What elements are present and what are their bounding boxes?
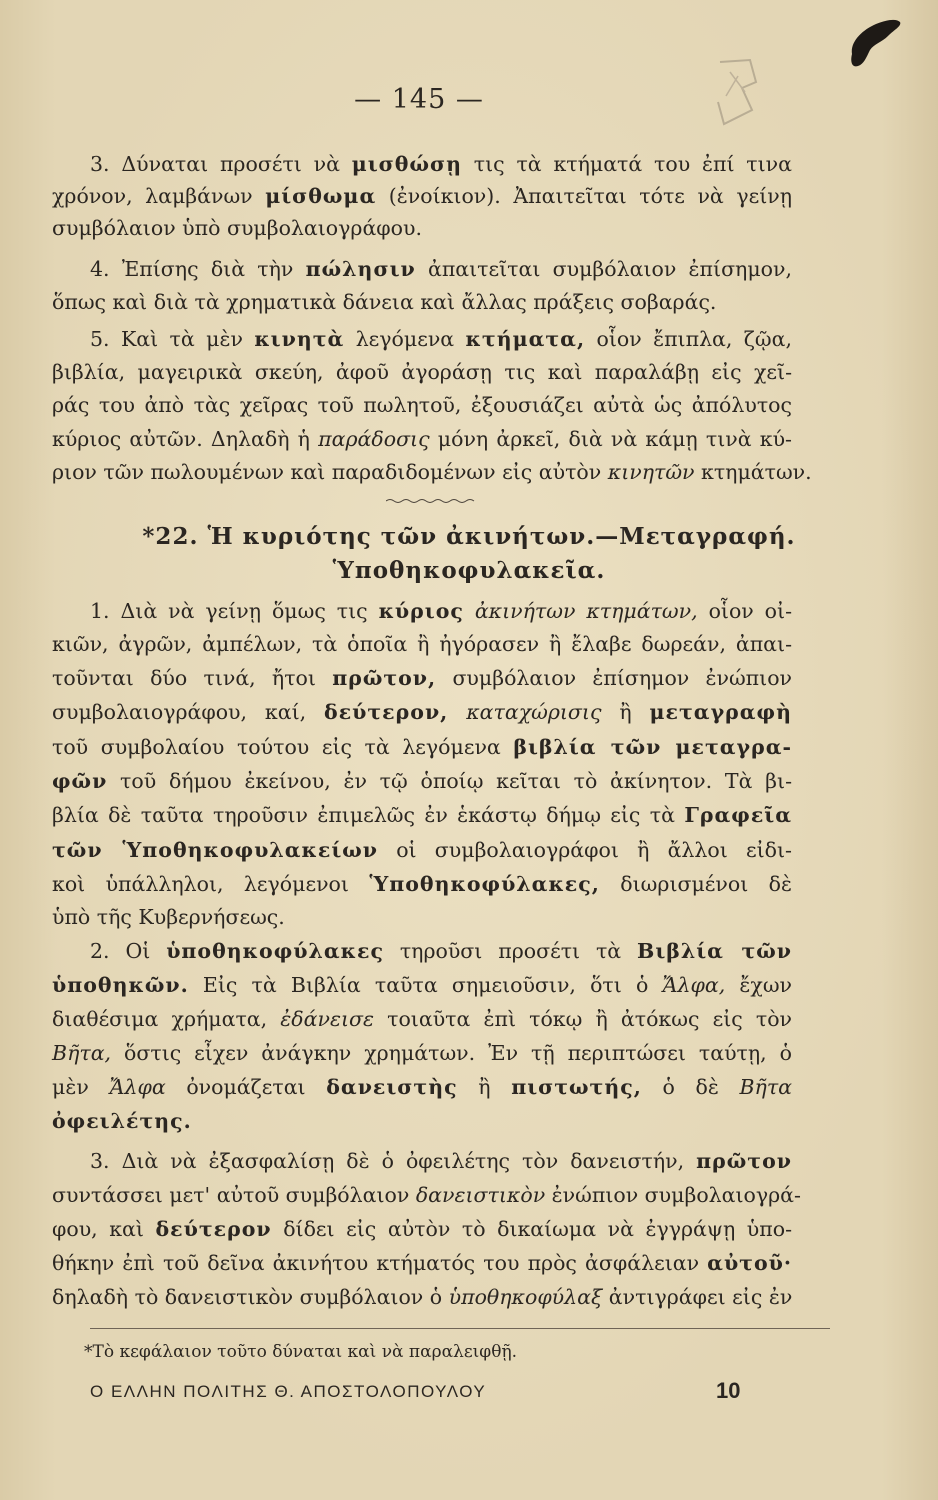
text-run: κιῶν, ἀγρῶν, ἀμπέλων, τὰ ὁποῖα ἢ ἠγόρασεν ἢ ἔλαβε δωρεάν, ἀπαι-: [52, 632, 792, 656]
text-line: [52, 458, 812, 486]
text-line: [52, 1215, 792, 1243]
text-line: [52, 214, 792, 242]
text-run: 3. Δύναται προσέτι νὰ: [90, 152, 352, 176]
footnote: *Τὸ κεφάλαιον τοῦτο δύναται καὶ νὰ παραλειφθῇ.: [84, 1342, 518, 1362]
bold-term: κινητὰ: [254, 327, 345, 351]
bold-term: Γραφεῖα: [684, 803, 792, 827]
text-line: [52, 1107, 792, 1135]
text-run: διωρισμένοι δὲ: [599, 872, 792, 896]
text-run: 1. Διὰ νὰ γείνῃ ὅμως τις: [90, 599, 379, 623]
italic-term: ὑποθηκοφύλαξ: [448, 1285, 603, 1309]
bold-term: πώλησιν: [305, 257, 416, 281]
text-run: κοὶ ὑπάλληλοι, λεγόμενοι: [52, 872, 370, 896]
text-line: [52, 1039, 792, 1067]
text-run: 3. Διὰ νὰ ἐξασφαλίσῃ δὲ ὁ ὀφειλέτης τὸν δανειστήν,: [90, 1149, 697, 1173]
text-run: ἢ: [457, 1075, 512, 1099]
text-run: τοῦ συμβολαίου τούτου εἰς τὰ λεγόμενα: [52, 735, 514, 759]
bold-term: αὐτοῦ·: [707, 1251, 792, 1275]
text-line: [90, 597, 792, 625]
section-heading: *22. Ἡ κυριότης τῶν ἀκινήτων.—Μεταγραφή.: [142, 523, 796, 550]
text-run: ὁ δὲ: [641, 1075, 740, 1099]
bold-term: Ὑποθηκοφύλακες,: [369, 872, 600, 896]
text-run: δίδει εἰς αὐτὸν τὸ δικαίωμα νὰ ἐγγράψῃ ὑπο-: [271, 1217, 793, 1241]
italic-term: ἐδάνεισε: [280, 1007, 374, 1031]
text-run: βλία δὲ ταῦτα τηροῦσιν ἐπιμελῶς ἐν ἑκάστῳ δήμῳ εἰς τὰ: [52, 803, 685, 827]
text-run: θήκην ἐπὶ τοῦ δεῖνα ἀκινήτου κτήματός του πρὸς ἀσφάλειαν: [52, 1251, 708, 1275]
text-line: [90, 1147, 792, 1175]
text-run: κτημάτων.: [694, 460, 812, 484]
text-run: ἢ: [601, 700, 650, 724]
text-run: διαθέσιμα χρήματα,: [52, 1007, 281, 1031]
italic-term: καταχώρισις: [466, 700, 602, 724]
text-run: ὅστις εἶχεν ἀνάγκην χρημάτων. Ἐν τῇ περιπτώσει ταύτῃ, ὁ: [111, 1041, 792, 1065]
footnote-rule: [90, 1328, 830, 1329]
bold-term: κτήματα,: [465, 327, 586, 351]
text-run: οἱ συμβολαιογράφοι ἢ ἄλλοι εἰδι-: [377, 838, 792, 862]
text-run: (ἐνοίκιον). Ἀπαιτεῖται τότε νὰ γείνῃ: [376, 184, 792, 208]
text-run: ὅπως καὶ διὰ τὰ χρηματικὰ δάνεια καὶ ἄλλας πράξεις σοβαράς.: [52, 290, 717, 314]
text-run: οἷον ἔπιπλα, ζῷα,: [585, 327, 792, 351]
text-run: συμβολαιογράφου, καί,: [52, 700, 325, 724]
bold-term: δεύτερον: [155, 1217, 272, 1241]
italic-term: Βῆτα,: [52, 1041, 112, 1065]
text-run: μόνη ἀρκεῖ, διὰ νὰ κάμῃ τινὰ κύ-: [429, 427, 792, 451]
text-run: 4. Ἐπίσης διὰ τὴν: [90, 257, 306, 281]
text-line: [90, 255, 792, 283]
bold-term: δανειστὴς: [326, 1075, 458, 1099]
text-line: [52, 698, 792, 726]
text-run: μὲν: [52, 1075, 110, 1099]
text-line: [52, 971, 792, 999]
text-line: [52, 1005, 792, 1033]
text-run: οἷον οἰ-: [697, 599, 792, 623]
italic-term: Βῆτα: [739, 1075, 792, 1099]
bold-term: πιστωτής,: [511, 1075, 642, 1099]
text-run: συντάσσει μετ' αὐτοῦ συμβόλαιον: [52, 1183, 416, 1207]
bold-term: δεύτερον,: [324, 700, 449, 724]
italic-term: Ἄλφα: [109, 1075, 166, 1099]
text-run: ριον τῶν πωλουμένων καὶ παραδιδομένων εἰς αὐτὸν: [52, 460, 608, 484]
text-run: τις τὰ κτήματά του ἐπί τινα: [462, 152, 792, 176]
text-line: [52, 358, 792, 386]
text-line: [52, 836, 792, 864]
text-line: [52, 767, 792, 795]
text-line: [52, 801, 792, 829]
italic-term: Ἄλφα,: [662, 973, 726, 997]
bold-term: ὀφειλέτης.: [52, 1109, 192, 1133]
text-line: [52, 664, 792, 692]
text-line: [52, 182, 792, 210]
italic-term: δανειστικὸν: [415, 1183, 546, 1207]
bold-term: κύριος: [378, 599, 464, 623]
text-run: χρόνον, λαμβάνων: [52, 184, 266, 208]
page-number: — 145 —: [354, 84, 484, 115]
italic-term: ἀκινήτων κτημάτων,: [474, 599, 698, 623]
text-run: 5. Καὶ τὰ μὲν: [90, 327, 255, 351]
bold-term: μίσθωμα: [265, 184, 377, 208]
text-run: συμβόλαιον ὑπὸ συμβολαιογράφου.: [52, 216, 422, 240]
publisher-footer: Ο ΕΛΛΗΝ ΠΟΛΙΤΗΣ Θ. ΑΠΟΣΤΟΛΟΠΟΥΛΟΥ: [90, 1382, 487, 1401]
text-run: τηροῦσι προσέτι τὰ: [383, 939, 638, 963]
text-run: ἀπαιτεῖται συμβόλαιον ἐπίσημον,: [415, 257, 792, 281]
text-run: [448, 700, 466, 724]
ink-blot-mark: [842, 14, 906, 74]
text-line: [90, 937, 792, 965]
text-run: βιβλία, μαγειρικὰ σκεύη, ἀφοῦ ἀγοράσῃ τις καὶ παραλάβῃ εἰς χεῖ-: [52, 360, 792, 384]
text-line: [52, 391, 792, 419]
text-line: [52, 870, 792, 898]
text-run: τοιαῦτα ἐπὶ τόκῳ ἢ ἀτόκως εἰς τὸν: [373, 1007, 792, 1031]
text-run: 2. Οἱ: [90, 939, 167, 963]
text-run: τοῦνται δύο τινά, ἤτοι: [52, 666, 333, 690]
text-run: ράς του ἀπὸ τὰς χεῖρας τοῦ πωλητοῦ, ἐξουσιάζει αὐτὰ ὡς ἀπόλυτος: [52, 393, 792, 417]
text-line: [52, 630, 792, 658]
text-line: [90, 325, 792, 353]
text-line: [52, 1249, 792, 1277]
text-line: [52, 1073, 792, 1101]
text-line: [52, 288, 792, 316]
text-line: [90, 150, 792, 178]
text-line: [52, 903, 792, 931]
text-run: ἔχων: [725, 973, 792, 997]
text-run: δηλαδὴ τὸ δανειστικὸν συμβόλαιον ὁ: [52, 1285, 449, 1309]
italic-term: παράδοσις: [318, 427, 430, 451]
text-run: τοῦ δήμου ἐκείνου, ἐν τῷ ὁποίῳ κεῖται τὸ ἀκίνητον. Τὰ βι-: [107, 769, 792, 793]
text-line: [52, 425, 792, 453]
text-run: λεγόμενα: [344, 327, 466, 351]
italic-term: κινητῶν: [607, 460, 695, 484]
bold-term: ὑποθηκοφύλακες: [166, 939, 384, 963]
text-run: ἐνώπιον συμβολαιογρά-: [545, 1183, 801, 1207]
text-run: φου, καὶ: [52, 1217, 156, 1241]
text-line: [52, 1283, 792, 1311]
bold-term: μεταγραφὴ: [649, 700, 792, 724]
bold-term: πρῶτον: [696, 1149, 792, 1173]
text-run: [464, 599, 475, 623]
bold-term: πρῶτον,: [332, 666, 437, 690]
bold-term: βιβλία τῶν μεταγρα-: [513, 735, 792, 759]
text-run: ὑπὸ τῆς Κυβερνήσεως.: [52, 905, 285, 929]
bold-term: φῶν: [52, 769, 108, 793]
bold-term: ὑποθηκῶν.: [52, 973, 189, 997]
text-run: Εἰς τὰ Βιβλία ταῦτα σημειοῦσιν, ὅτι ὁ: [188, 973, 663, 997]
text-line: [52, 733, 792, 761]
section-divider-ornament: [386, 498, 476, 504]
text-run: ἀντιγράφει εἰς ἐν: [602, 1285, 793, 1309]
bold-term: Βιβλία τῶν: [637, 939, 793, 963]
text-run: ὀνομάζεται: [165, 1075, 327, 1099]
section-subheading: Ὑποθηκοφυλακεῖα.: [332, 557, 606, 584]
bold-term: τῶν Ὑποθηκοφυλακείων: [52, 838, 378, 862]
text-run: κύριος αὐτῶν. Δηλαδὴ ἡ: [52, 427, 319, 451]
bold-term: μισθώσῃ: [351, 152, 462, 176]
signature-number: 10: [716, 1378, 741, 1403]
text-run: συμβόλαιον ἐπίσημον ἐνώπιον: [436, 666, 792, 690]
text-line: [52, 1181, 801, 1209]
